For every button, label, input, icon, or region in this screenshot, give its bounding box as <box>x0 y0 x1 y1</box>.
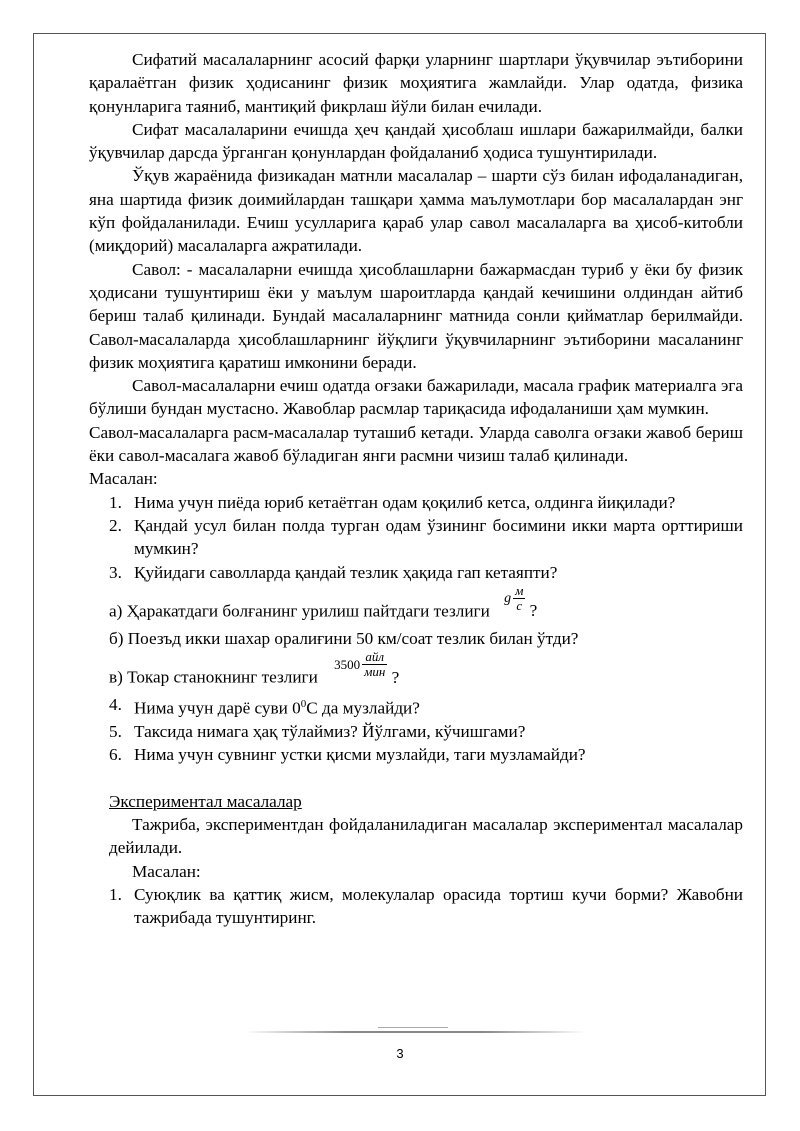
sub-item-a-text: а) Ҳаракатдаги болғанинг урилиш пайтдаги тезлиги <box>109 601 490 621</box>
sub-item-v-text: в) Токар станокнинг тезлиги <box>109 667 318 687</box>
list-item-number: 6. <box>109 745 122 765</box>
list-item-number: 1. <box>109 492 122 512</box>
list-item <box>89 514 743 561</box>
list-item <box>89 720 743 743</box>
section-heading-experimental <box>89 790 743 813</box>
sub-item-a-end: ? <box>529 601 538 621</box>
paragraph-picture-problems: Савол-масалаларга расм-масалалар туташиб кетади. Уларда саволга оғзаки жавоб бериш ёки савол-масалага жавоб бўладиган янги расмни чизиш талаб қилинади. <box>89 422 743 466</box>
formula-v-prefix: 3500 <box>334 656 361 672</box>
formula-v-denominator: мин <box>364 664 386 680</box>
sub-item-v-end: ? <box>391 667 400 687</box>
sub-item-b: б) Поезъд икки шахар оралиғини 50 км/соат тезлик билан ўтди? <box>109 628 579 648</box>
paragraph-text-problems: Ўқув жараёнида физикадан матнли масалалар – шарти сўз билан ифодаланадиган, яна шартида физик доимийлардан ташқари ҳамма маълумотлари бор масалалардан энг кўп фойдаланилади. Ечиш усулларига қараб улар савол масалаларга ва ҳисоб-китобли (миқдорий) масалаларга ажратилади. <box>89 166 743 256</box>
paragraph-question-problems: Савол: - масалаларни ечишда ҳисоблашларни бажармасдан туриб у ёки бу физик ҳодисани тушунтириш ёки у маълум шароитларда қандай кечишини олдиндан айтиб бериш талаб қилинади. Бундай масалаларнинг матнида сонли қийматлар берилмайди. Савол-масалаларда ҳисоблашларнинг йўқлиги ўқувчиларнинг эътиборини масаланинг физик моҳиятига қаратиш имконини беради. <box>89 259 743 372</box>
example-label: Масалан: <box>89 469 158 489</box>
list-item-text-before: Нима учун дарё суви 0 <box>134 698 301 718</box>
list-item <box>89 561 743 584</box>
footer-accent-line <box>378 1027 448 1028</box>
list-item <box>89 883 743 930</box>
paragraph-qualitative-solving: Сифат масалаларини ечишда ҳеч қандай ҳисоблаш ишлари бажарилмайди, балки ўқувчилар дарсда ўрганган қонунлардан фойдаланиб ҳодиса тушунтирилади. <box>89 119 743 163</box>
formula-a-fraction <box>513 584 525 613</box>
formula-a <box>504 584 527 613</box>
paragraph-experimental-intro: Тажриба, экспериментдан фойдаланиладиган масалалар экспериментал масалалар дейилади. <box>109 815 743 858</box>
list-item-text: Қандай усул билан полда турган одам ўзининг босимини икки марта орттириши мумкин? <box>134 515 743 559</box>
list-item <box>89 491 743 514</box>
list-item-text: Суюқлик ва қаттиқ жисм, молекулалар орасида тортиш кучи борми? Жавобни тажрибада тушунтиринг. <box>134 884 743 928</box>
formula-a-numerator: м <box>515 582 524 598</box>
list-item-number: 1. <box>109 884 122 904</box>
list-item-text: Нима учун сувнинг устки қисми музлайди, таги музламайди? <box>134 745 586 765</box>
experimental-example-label: Масалан: <box>132 861 201 881</box>
list-item-text: Қуйидаги саволларда қандай тезлик ҳақида гап кетаяпти? <box>134 562 558 582</box>
formula-v-numerator: айл <box>362 650 387 665</box>
list-item <box>89 693 743 720</box>
list-item-number: 2. <box>109 515 122 535</box>
sub-item-a <box>89 582 743 627</box>
formula-a-prefix: g <box>504 590 512 606</box>
list-item-number: 4. <box>109 695 122 715</box>
page-number: 3 <box>396 1046 404 1061</box>
question-list <box>89 491 743 584</box>
formula-a-denominator: с <box>516 597 523 613</box>
question-list-continued <box>89 693 743 767</box>
experimental-list <box>89 883 743 930</box>
list-item-text: Нима учун пиёда юриб кетаётган одам қоқилиб кетса, олдинга йиқилади? <box>134 492 676 512</box>
formula-v <box>334 650 389 679</box>
section-heading-text: Экспериментал масалалар <box>109 791 302 811</box>
sub-item-v <box>89 649 743 693</box>
document-body <box>89 48 743 930</box>
superscript: 0 <box>300 698 307 711</box>
list-item-number: 3. <box>109 562 122 582</box>
formula-v-fraction <box>362 650 387 679</box>
list-item-text: Таксида нимага ҳақ тўлаймиз? Йўлгами, кўчишгами? <box>134 722 526 742</box>
paragraph-oral-solving: Савол-масалаларни ечиш одатда оғзаки бажарилади, масала график материалга эга бўлиши бундан мустасно. Жавоблар расмлар тариқасида ифодаланиши ҳам мумкин. <box>89 376 743 419</box>
footer-divider <box>245 1031 585 1033</box>
paragraph-qualitative-difference: Сифатий масалаларнинг асосий фарқи уларнинг шартлари ўқувчилар эътиборини қаралаётган физик ҳодисанинг физик моҳиятига жамлайди. Улар одатда, физика қонунларига таяниб, мантиқий фикрлаш йўли билан ечилади. <box>89 50 743 116</box>
list-item <box>89 743 743 766</box>
list-item-text-after: С да музлайди? <box>306 698 420 718</box>
list-item-number: 5. <box>109 722 122 742</box>
